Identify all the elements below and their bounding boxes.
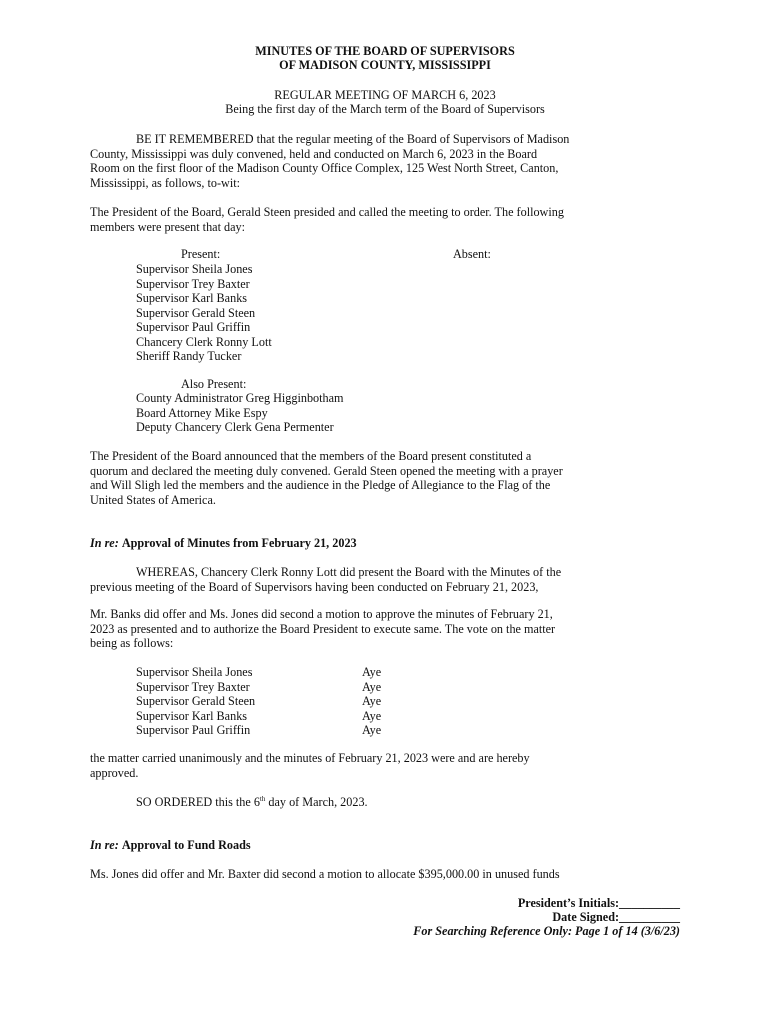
document-title-line2: OF MADISON COUNTY, MISSISSIPPI	[279, 58, 491, 72]
quorum-line: The President of the Board announced that the members of the Board present constituted a	[90, 449, 532, 463]
in-re-label: In re:	[90, 838, 119, 852]
result-line: approved.	[90, 765, 139, 780]
vote-member: Supervisor Sheila Jones	[136, 665, 253, 679]
also-present-list	[136, 391, 344, 435]
also-present-member: Board Attorney Mike Espy	[136, 405, 268, 420]
present-member: Supervisor Paul Griffin	[136, 320, 251, 334]
vote-member: Supervisor Karl Banks	[136, 708, 248, 723]
item2-heading	[90, 838, 251, 853]
present-list	[136, 262, 272, 364]
motion-line: being as follows:	[90, 636, 174, 650]
presided-line: members were present that day:	[90, 219, 245, 234]
vote-member: Supervisor Paul Griffin	[136, 723, 251, 737]
so-ordered-line	[136, 795, 368, 810]
present-member: Supervisor Karl Banks	[136, 291, 248, 305]
intro-line: County, Mississippi was duly convened, held and conducted on March 6, 2023 in the Board	[90, 146, 538, 161]
present-member: Supervisor Sheila Jones	[136, 262, 253, 276]
whereas-paragraph	[90, 565, 690, 594]
whereas-line: previous meeting of the Board of Supervisors having been conducted on February 21, 2023,	[90, 579, 539, 594]
in-re-label: In re:	[90, 536, 119, 550]
present-label: Present:	[181, 247, 221, 261]
vote-names	[136, 665, 255, 738]
also-present-label: Also Present:	[181, 377, 247, 391]
presided-paragraph	[90, 205, 690, 234]
page-reference: For Searching Reference Only: Page 1 of 14 (3/6/23)	[413, 924, 680, 938]
intro-paragraph	[90, 132, 690, 190]
quorum-line: quorum and declared the meeting duly convened. Gerald Steen opened the meeting with a prayer	[90, 463, 563, 478]
document-title-line1: MINUTES OF THE BOARD OF SUPERVISORS	[255, 44, 515, 58]
result-line: the matter carried unanimously and the minutes of February 21, 2023 were and are hereby	[90, 751, 530, 765]
present-member: Sheriff Randy Tucker	[136, 349, 242, 363]
vote-value: Aye	[362, 694, 382, 708]
item1-heading-text: Approval of Minutes from February 21, 2023	[121, 536, 357, 550]
motion-paragraph	[90, 607, 690, 651]
present-member: Supervisor Gerald Steen	[136, 305, 256, 320]
vote-value: Aye	[362, 708, 382, 723]
intro-line: Mississippi, as follows, to-wit:	[90, 175, 240, 190]
vote-member: Supervisor Trey Baxter	[136, 679, 250, 694]
present-member: Supervisor Trey Baxter	[136, 276, 250, 291]
item1-heading	[90, 536, 357, 551]
so-ordered-post: day of March, 2023.	[265, 795, 368, 809]
vote-value: Aye	[362, 723, 382, 737]
also-present-member: Deputy Chancery Clerk Gena Permenter	[136, 420, 334, 434]
quorum-paragraph	[90, 449, 690, 507]
intro-line: Room on the first floor of the Madison County Office Complex, 125 West North Street, Canton,	[90, 161, 559, 175]
quorum-line: United States of America.	[90, 492, 216, 507]
present-member: Chancery Clerk Ronny Lott	[136, 334, 272, 349]
so-ordered-pre: SO ORDERED this the 6	[136, 795, 260, 809]
meeting-subtitle: Being the first day of the March term of the Board of Supervisors	[225, 102, 545, 116]
vote-value: Aye	[362, 665, 382, 679]
result-paragraph	[90, 751, 690, 780]
quorum-line: and Will Sligh led the members and the audience in the Pledge of Allegiance to the Flag of the	[90, 478, 551, 492]
motion-line: 2023 as presented and to authorize the Board President to execute same. The vote on the matter	[90, 621, 556, 636]
vote-values	[362, 665, 381, 738]
item2-motion-line: Ms. Jones did offer and Mr. Baxter did second a motion to allocate $395,000.00 in unused funds	[90, 867, 560, 881]
meeting-title: REGULAR MEETING OF MARCH 6, 2023	[274, 88, 496, 102]
item2-heading-text: Approval to Fund Roads	[121, 838, 251, 852]
vote-value: Aye	[362, 679, 382, 694]
presided-line: The President of the Board, Gerald Steen presided and called the meeting to order. The following	[90, 205, 564, 219]
intro-line: BE IT REMEMBERED that the regular meeting of the Board of Supervisors of Madison	[136, 132, 570, 146]
vote-member: Supervisor Gerald Steen	[136, 694, 256, 708]
also-present-member: County Administrator Greg Higginbotham	[136, 391, 344, 405]
motion-line: Mr. Banks did offer and Ms. Jones did second a motion to approve the minutes of February 21,	[90, 607, 553, 621]
absent-label: Absent:	[453, 247, 491, 261]
whereas-line: WHEREAS, Chancery Clerk Ronny Lott did present the Board with the Minutes of the	[136, 565, 562, 579]
date-signed: Date Signed:__________	[552, 910, 680, 924]
so-ordered-sup: th	[259, 794, 266, 803]
president-initials: President’s Initials:__________	[517, 896, 680, 910]
